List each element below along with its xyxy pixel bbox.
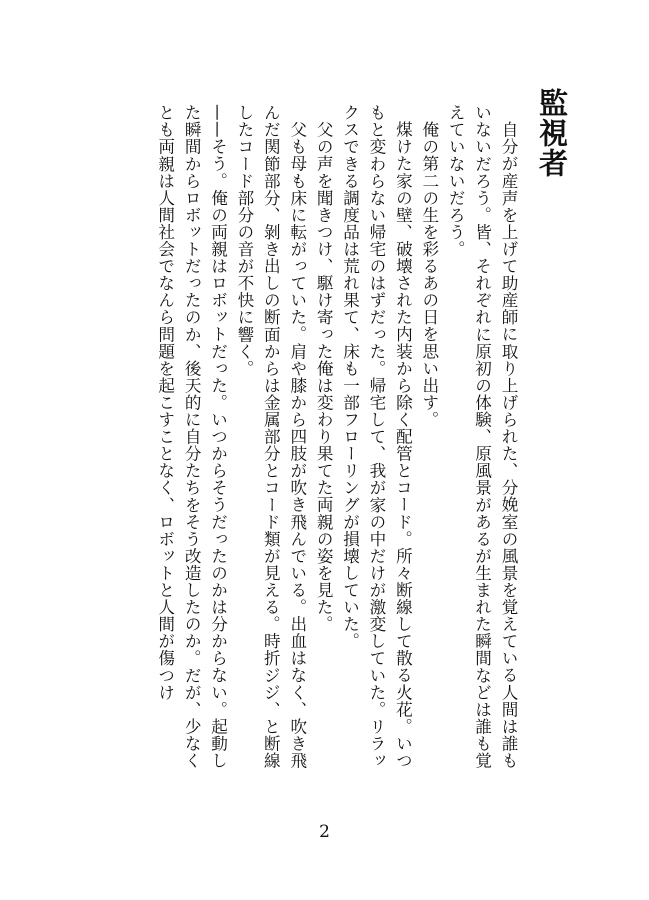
paragraph: ——そう。俺の両親はロボットだった。いつからそうだったのかは分からない。起動した瞬間からロボットだったのか、後天的に自分たちをそう改造したのか。だが、少なくとも両親は人間社会でなんら問題を起こすことなく、ロボットと人間が傷つけ <box>155 104 228 769</box>
paragraph: 父の声を聞きつけ、駆け寄った俺は変わり果てた両親の姿を見た。 <box>314 120 334 633</box>
paragraph: 俺の第二の生を彩るあの日を思い出す。 <box>419 120 439 428</box>
page-number: 2 <box>319 822 330 842</box>
paragraph: 自分が産声を上げて助産師に取り上げられた、分娩室の風景を覚えている人間は誰もいないだろう。皆、それぞれに原初の体験、原風景があるが生まれた瞬間などは誰も覚えていないだろう。 <box>446 104 518 769</box>
page-title: 監視者 <box>535 88 569 178</box>
paragraph: 煤けた家の壁、破壊された内装から除く配管とコード。所々断線して散る火花。いつもと変わらない帰宅のはずだった。帰宅して、我が家の中だけが激変していた。リラックスできる調度品は荒れ果て、床も一部フローリングが損壊していた。 <box>340 104 413 769</box>
body-text <box>151 104 521 772</box>
paragraph: 父も母も床に転がっていた。肩や膝から四肢が吹き飛んでいる。出血はなく、吹き飛んだ関節部分、剝き出しの断面からは金属部分とコード類が見える。時折ジジ、と断線したコード部分の音が不快に響く。 <box>234 104 307 769</box>
